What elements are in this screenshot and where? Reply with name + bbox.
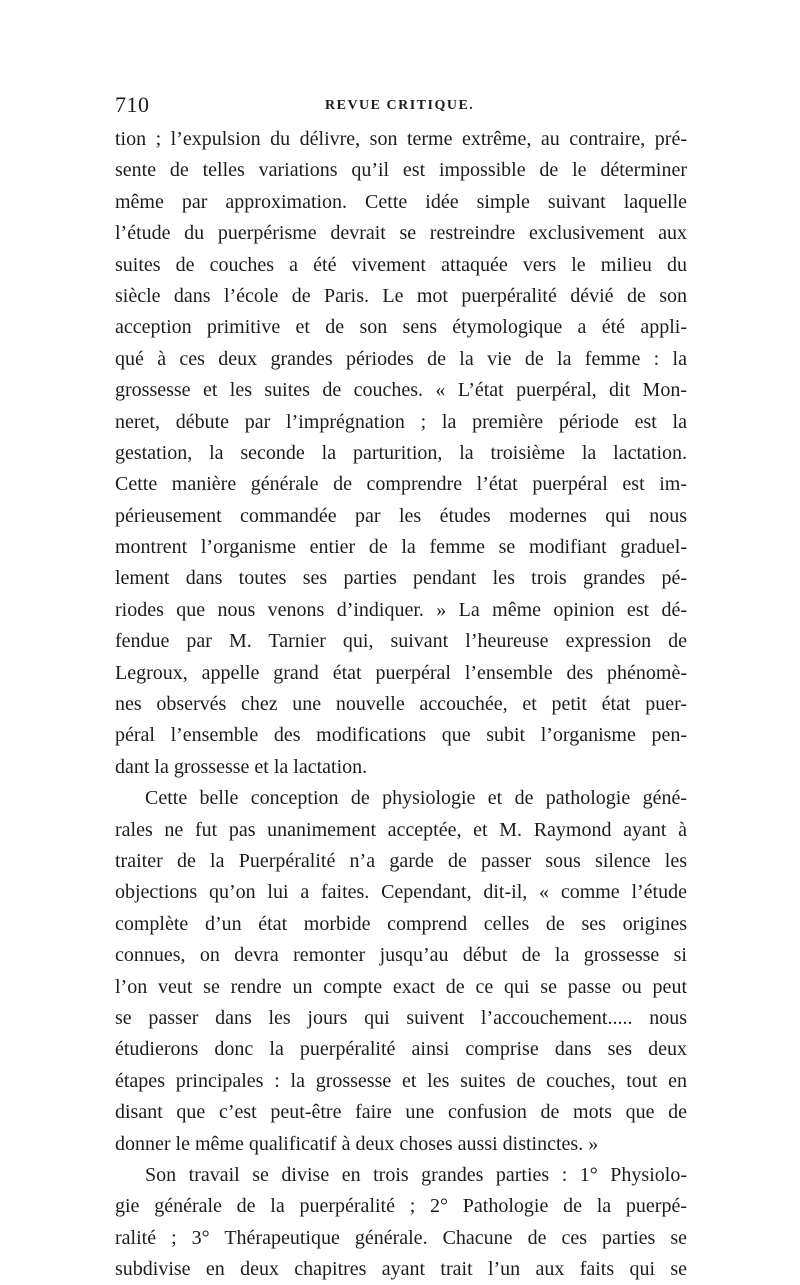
text-line: subdivise en deux chapitres ayant trait l’un aux faits qui se: [115, 1258, 687, 1281]
text-line: péral l’ensemble des modifications que subit l’organisme pen-: [115, 724, 687, 747]
text-line: l’étude du puerpérisme devrait se restreindre exclusivement aux: [115, 222, 687, 245]
text-line: même par approximation. Cette idée simple suivant laquelle: [115, 190, 687, 213]
text-line: étudierons donc la puerpéralité ainsi comprise dans ses deux: [115, 1038, 687, 1061]
text-line: fendue par M. Tarnier qui, suivant l’heureuse expression de: [115, 630, 687, 653]
text-line: connues, on devra remonter jusqu’au début de la grossesse si: [115, 944, 687, 967]
text-line: étapes principales : la grossesse et les suites de couches, tout en: [115, 1069, 687, 1092]
text-line: Legroux, appelle grand état puerpéral l’ensemble des phénomè-: [115, 661, 687, 684]
text-line: siècle dans l’école de Paris. Le mot puerpéralité dévié de son: [115, 284, 687, 307]
text-line: qué à ces deux grandes périodes de la vie de la femme : la: [115, 347, 687, 370]
paragraph-start-line: Cette belle conception de physiologie et de pathologie géné-: [145, 787, 687, 810]
text-line: rales ne fut pas unanimement acceptée, et M. Raymond ayant à: [115, 818, 687, 841]
paragraph-end-line: donner le même qualificatif à deux choses aussi distinctes. »: [115, 1132, 599, 1155]
text-line: Cette manière générale de comprendre l’état puerpéral est im-: [115, 473, 687, 496]
journal-title: REVUE CRITIQUE.: [325, 98, 475, 113]
paragraph-start-line: Son travail se divise en trois grandes parties : 1° Physiolo-: [145, 1163, 687, 1186]
text-line: riodes que nous venons d’indiquer. » La même opinion est dé-: [115, 598, 687, 621]
text-line: acception primitive et de son sens étymologique a été appli-: [115, 316, 687, 339]
text-line: objections qu’on lui a faites. Cependant, dit-il, « comme l’étude: [115, 881, 687, 904]
text-line: neret, débute par l’imprégnation ; la première période est la: [115, 410, 687, 433]
text-line: l’on veut se rendre un compte exact de ce qui se passe ou peut: [115, 975, 687, 998]
text-line: grossesse et les suites de couches. « L’état puerpéral, dit Mon-: [115, 379, 687, 402]
text-line: sente de telles variations qu’il est impossible de le déterminer: [115, 159, 687, 182]
text-line: traiter de la Puerpéralité n’a garde de passer sous silence les: [115, 849, 687, 872]
body-text: [115, 124, 687, 1285]
text-line: disant que c’est peut-être faire une confusion de mots que de: [115, 1101, 687, 1124]
text-line: gie générale de la puerpéralité ; 2° Pathologie de la puerpé-: [115, 1195, 687, 1218]
page-number: 710: [115, 92, 150, 117]
text-line: gestation, la seconde la parturition, la troisième la lactation.: [115, 441, 687, 464]
text-line: complète d’un état morbide comprend celles de ses origines: [115, 912, 687, 935]
paragraph-end-line: dant la grossesse et la lactation.: [115, 755, 368, 778]
text-line: nes observés chez une nouvelle accouchée, et petit état puer-: [115, 693, 687, 716]
text-line: se passer dans les jours qui suivent l’accouchement..... nous: [115, 1006, 687, 1029]
text-line: tion ; l’expulsion du délivre, son terme extrême, au contraire, pré-: [115, 128, 687, 150]
text-line: ralité ; 3° Thérapeutique générale. Chacune de ces parties se: [115, 1226, 687, 1249]
text-line: lement dans toutes ses parties pendant les trois grandes pé-: [115, 567, 687, 590]
text-line: suites de couches a été vivement attaquée vers le milieu du: [115, 253, 687, 276]
running-head: [115, 92, 687, 122]
text-line: montrent l’organisme entier de la femme se modifiant graduel-: [115, 536, 687, 559]
text-line: périeusement commandée par les études modernes qui nous: [115, 504, 687, 527]
